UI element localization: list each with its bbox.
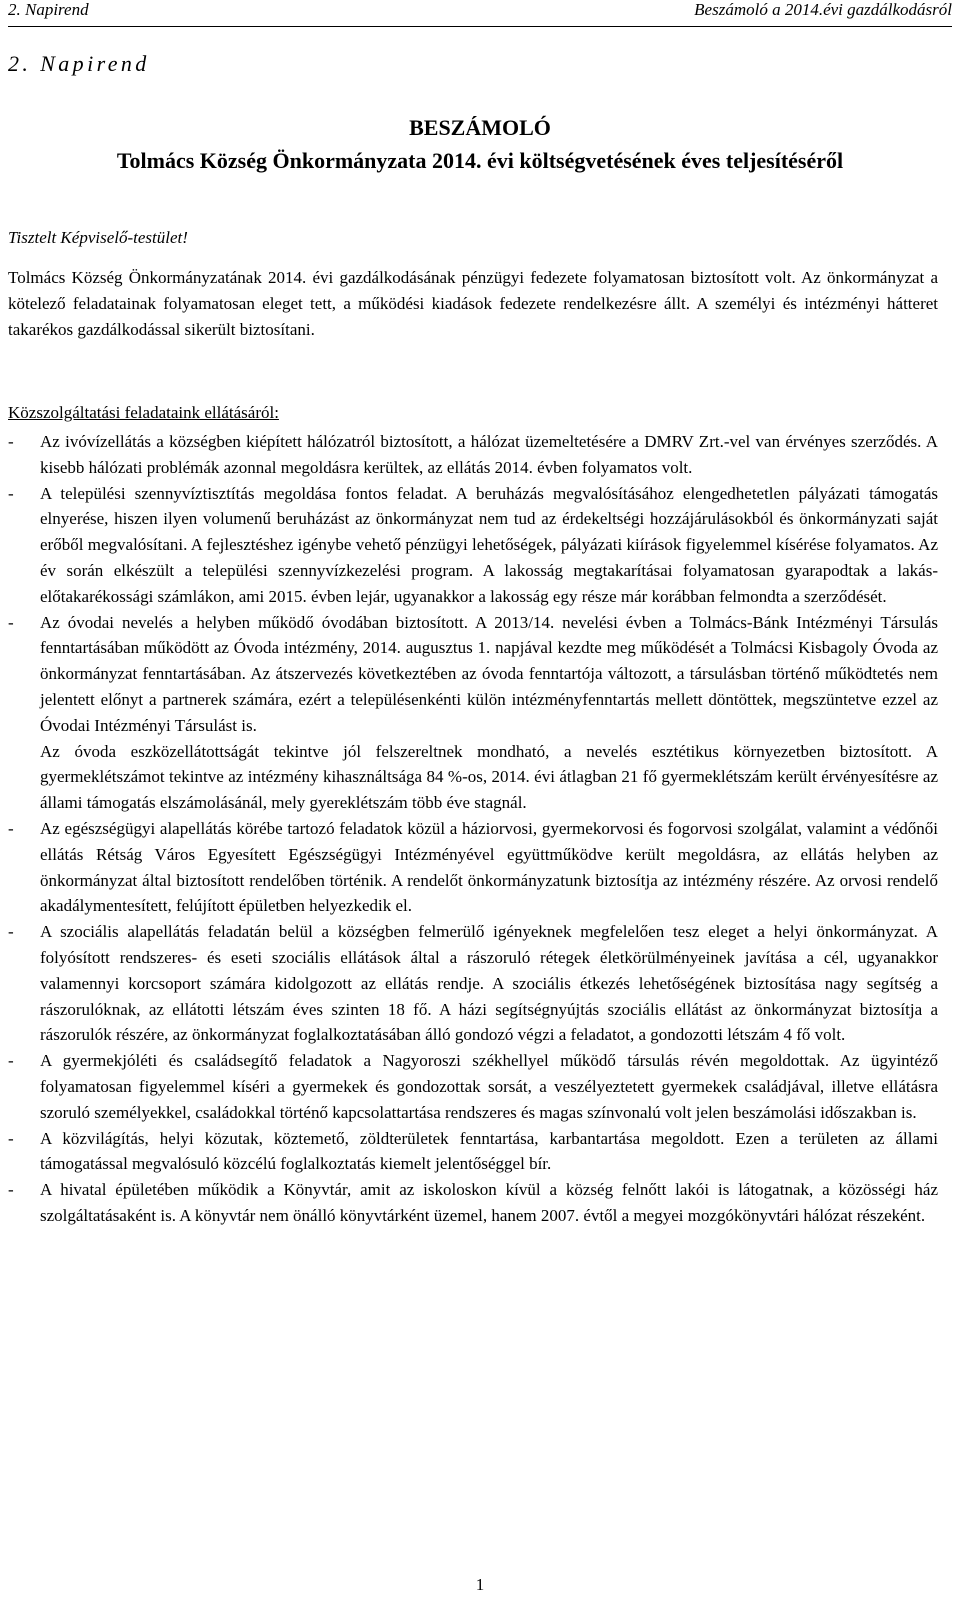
running-header-right: Beszámoló a 2014.évi gazdálkodásról: [694, 0, 952, 19]
running-header: [8, 0, 952, 24]
list-marker: -: [8, 432, 14, 451]
list-marker: -: [8, 1180, 14, 1200]
document-title: BESZÁMOLÓ: [409, 115, 551, 140]
running-header-left: 2. Napirend: [8, 0, 89, 19]
list-marker: -: [8, 1128, 14, 1148]
services-list: [8, 429, 938, 1229]
list-item-text: Az egészségügyi alapellátás körébe tartozó feladatok közül a háziorvosi, gyermekorvosi és fogorvosi szolgálat, valamint a védőnői ellátás Rétság Város Egyesített Egészségügyi Intézményével együttműködve került megoldásra, az ellátás helyben az önkormányzat által biztosított rendelőben történik. A rendelőt önkormányzatunk biztosítja az intézmény részére. Az orvosi rendelő akadálymentesített, felújított épületben helyezkedik el.: [40, 818, 938, 916]
list-item: [8, 816, 938, 919]
list-item: [8, 1177, 938, 1229]
services-heading: Közszolgáltatási feladataink ellátásáról:: [8, 403, 279, 422]
list-marker: -: [8, 922, 14, 942]
list-item-text: Az óvodai nevelés a helyben működő óvodában biztosított. A 2013/14. nevelési évben a Tolmács-Bánk Intézményi Társulás fenntartásában működött az Óvoda intézmény, 2014. augusztus 1. napjával kezdte meg működését a Tolmácsi Kisbagoly Óvoda az önkormányzat fenntartásában. Az átszervezés következtében az óvoda fenntartója változott, a társulásban történő működtetés nem jelentett előnyt a partnerek számára, ezért a településenkénti külön intézményfenntartás mellett döntöttek, megszüntetve ezzel az Óvodai Intézményi Társulást is.: [40, 612, 938, 735]
list-item-text: A közvilágítás, helyi közutak, köztemető, zöldterületek fenntartása, karbantartása megoldott. Ezen a területen az állami támogatással megvalósuló közcélú foglalkoztatás kiemelt jelentőséggel bír.: [40, 1128, 938, 1174]
intro-paragraph: Tolmács Község Önkormányzatának 2014. évi gazdálkodásának pénzügyi fedezete folyamatosan biztosított volt. Az önkormányzat a kötelező feladatainak folyamatosan eleget tett, a működési kiadások fedezete rendelkezésre állt. A személyi és intézményi hátteret takarékos gazdálkodással sikerült biztosítani.: [8, 268, 938, 339]
header-rule: [8, 26, 952, 27]
list-item: [8, 429, 938, 481]
list-item: [8, 481, 938, 610]
list-item: [8, 1048, 938, 1125]
list-marker: -: [8, 818, 14, 838]
page-number: 1: [475, 1575, 485, 1594]
list-item-text: A hivatal épületében működik a Könyvtár, amit az iskoloskon kívül a község felnőtt lakói is látogatnak, a közösségi ház szolgáltatásaként is. A könyvtár nem önálló könyvtárként üzemel, hanem 2007. évtől a megyei mozgókönyvtári hálózat részeként.: [40, 1180, 938, 1225]
list-item-text: A szociális alapellátás feladatán belül a községben felmerülő igényeknek megfelelően tesz eleget a helyi önkormányzat. A folyósított rendszeres- és eseti szociális ellátások által a rászoruló rétegek életkörülményeinek javítása a cél, ugyanakkor valamennyi korcsoport számára kidolgozott az ellátás rendje. A szociális étkezés lehetőségének biztosítása nagy segítség a rászorulóknak, az ellátotti létszám éves szinten 18 fő. A házi segítségnyújtás szociális ellátást az önkormányzat biztosítja a rászorulók részére, az önkormányzat foglalkoztatásában álló gondozó végzi a feladatot, a gondozotti létszám 4 fő volt.: [40, 922, 938, 1045]
list-item-text: A gyermekjóléti és családsegítő feladatok a Nagyoroszi székhellyel működő társulás révén megoldottak. Az ügyintéző folyamatosan figyelemmel kíséri a gyermekek és gondozottak sorsát, a veszélyeztetett gyermekek családjával, illetve ellátásra szoruló személyekkel, családokkal történő kapcsolattartása rendszeres és magas színvonalú volt jelen beszámolási időszakban is.: [40, 1051, 938, 1122]
list-item: [8, 610, 938, 816]
list-item-text-continued: Az óvoda eszközellátottságát tekintve jól felszereltnek mondható, a nevelés esztétikus környezetben biztosított. A gyermeklétszámot tekintve az intézmény kihasználtsága 84 %-os, 2014. évi átlagban 21 fő gyermeklétszám került érvényesítésre az állami támogatás elszámolásánál, mely gyereklétszám több éve stagnál.: [40, 741, 938, 813]
list-item-text: A települési szennyvíztisztítás megoldása fontos feladat. A beruházás megvalósításához elengedhetetlen pályázati támogatás elnyerése, hiszen ilyen volumenű beruházást az önkormányzat nem tud az érdekeltségi hozzájárulásokból és önkormányzati saját erőből megvalósítani. A fejlesztéshez igénybe vehető pénzügyi lehetőségek, pályázati kiírások figyelemmel kísérése folyamatos. Az év során elkészült a települési szennyvízkezelési program. A lakosság megtakarításai folyamatosan gyarapodtak a lakás-előtakarékossági számlákon, ami 2015. évben lejár, ugyanakkor a lakosság egy része már korábban felmondta a szerződését.: [40, 483, 938, 606]
list-marker: -: [8, 612, 14, 632]
section-heading: 2. Napirend: [8, 51, 150, 76]
document-subtitle: Tolmács Község Önkormányzata 2014. évi költségvetésének éves teljesítéséről: [116, 148, 844, 173]
list-item: [8, 1126, 938, 1178]
list-marker: -: [8, 483, 14, 503]
greeting: Tisztelt Képviselő-testület!: [8, 228, 188, 247]
list-marker: -: [8, 1051, 14, 1071]
list-item: [8, 919, 938, 1048]
list-item-text: Az ivóvízellátás a községben kiépített hálózatról biztosított, a hálózat üzemeltetésére a DMRV Zrt.-vel van érvényes szerződés. A kisebb hálózati problémák azonnal megoldásra kerültek, az ellátás 2014. évben folyamatos volt.: [40, 432, 938, 477]
